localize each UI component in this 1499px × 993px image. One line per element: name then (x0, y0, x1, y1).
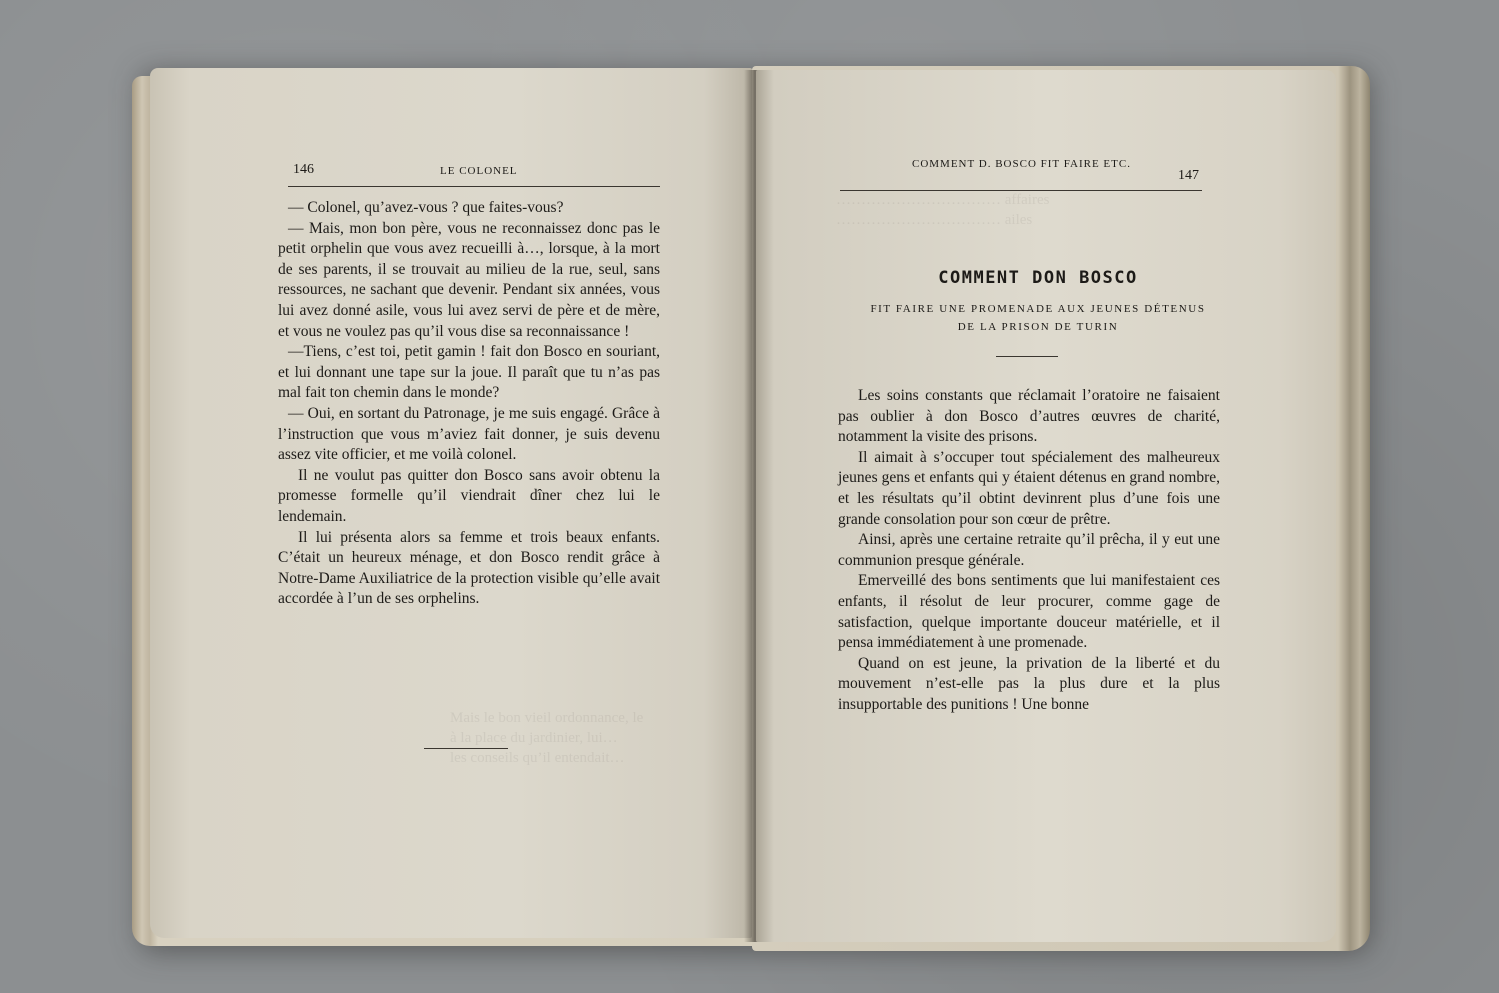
chapter-subtitle-line: DE LA PRISON DE TURIN (957, 321, 1119, 333)
chapter-subtitle-line: FIT FAIRE UNE PROMENADE AUX JEUNES DÉTENUS (870, 303, 1206, 315)
paragraph: — Mais, mon bon père, vous ne reconnaissez donc pas le petit orphelin que vous avez recueilli à…, lorsque, à la mort de ses parents, il se trouvait au milieu de la rue, seul, sans ressources, ne sachant que devenir. Pendant six années, vous lui avez donné asile, vous lui avez servi de père et de mère, et vous ne voulez pas qu’il vous dise sa reconnaissance ! (278, 219, 660, 340)
paragraph: Il ne voulut pas quitter don Bosco sans avoir obtenu la promesse formelle qu’il viendrait dîner chez lui le lendemain. (278, 466, 660, 525)
bleed-through-text: …………………………… affaires …………………………… ailes (836, 192, 1050, 228)
paragraph: — Colonel, qu’avez-vous ? que faites-vous? (288, 199, 564, 216)
title-rule (996, 356, 1058, 357)
bleed-through-text: Mais le bon vieil ordonnance, le à la place du jardinier, lui… les conseils qu’il entendait… (450, 710, 644, 766)
paragraph: Il aimait à s’occuper tout spécialement des malheureux jeunes gens et enfants qui y étaient détenus en grand nombre, et les résultats qu’il obtint devinrent plus d’une fois une grande consolation pour son cœur de prêtre. (838, 448, 1220, 528)
page-number: 147 (1178, 168, 1199, 183)
running-head: COMMENT D. BOSCO FIT FAIRE ETC. (912, 158, 1131, 170)
end-rule (424, 748, 508, 749)
header-rule (840, 190, 1202, 191)
body-text (278, 198, 660, 610)
paragraph: Emerveillé des bons sentiments que lui manifestaient ces enfants, il résolut de leur procurer, comme gage de satisfaction, quelque importante douceur matérielle, et il pensa immédiatement à une promenade. (838, 572, 1220, 652)
paragraph: Quand on est jeune, la privation de la liberté et du mouvement n’est-elle pas la plus dure et la plus insupportable des punitions ! Une bonne (838, 654, 1220, 713)
running-head: LE COLONEL (440, 165, 518, 177)
paragraph: Ainsi, après une certaine retraite qu’il prêcha, il y eut une communion presque générale. (838, 531, 1220, 569)
left-page (150, 68, 752, 938)
paragraph: — Oui, en sortant du Patronage, je me suis engagé. Grâce à l’instruction que vous m’aviez fait donner, je suis devenu assez vite officier, et me voilà colonel. (278, 404, 660, 464)
header-rule (288, 186, 660, 187)
chapter-subtitle (830, 300, 1246, 336)
body-text (838, 386, 1220, 716)
page-number: 146 (293, 162, 314, 177)
paragraph: —Tiens, c’est toi, petit gamin ! fait don Bosco en souriant, et lui donnant une tape sur la joue. Il paraît que tu n’as pas mal fait ton chemin dans le monde? (278, 343, 660, 402)
right-page (756, 70, 1336, 942)
chapter-title: COMMENT DON BOSCO (938, 268, 1138, 288)
paragraph: Les soins constants que réclamait l’oratoire ne faisaient pas oublier à don Bosco d’autres œuvres de charité, notamment la visite des prisons. (838, 387, 1220, 446)
paragraph: Il lui présenta alors sa femme et trois beaux enfants. C’était un heureux ménage, et don Bosco rendit grâce à Notre-Dame Auxiliatrice de la protection visible qu’elle avait accordée à l’un de ses orphelins. (278, 528, 660, 608)
